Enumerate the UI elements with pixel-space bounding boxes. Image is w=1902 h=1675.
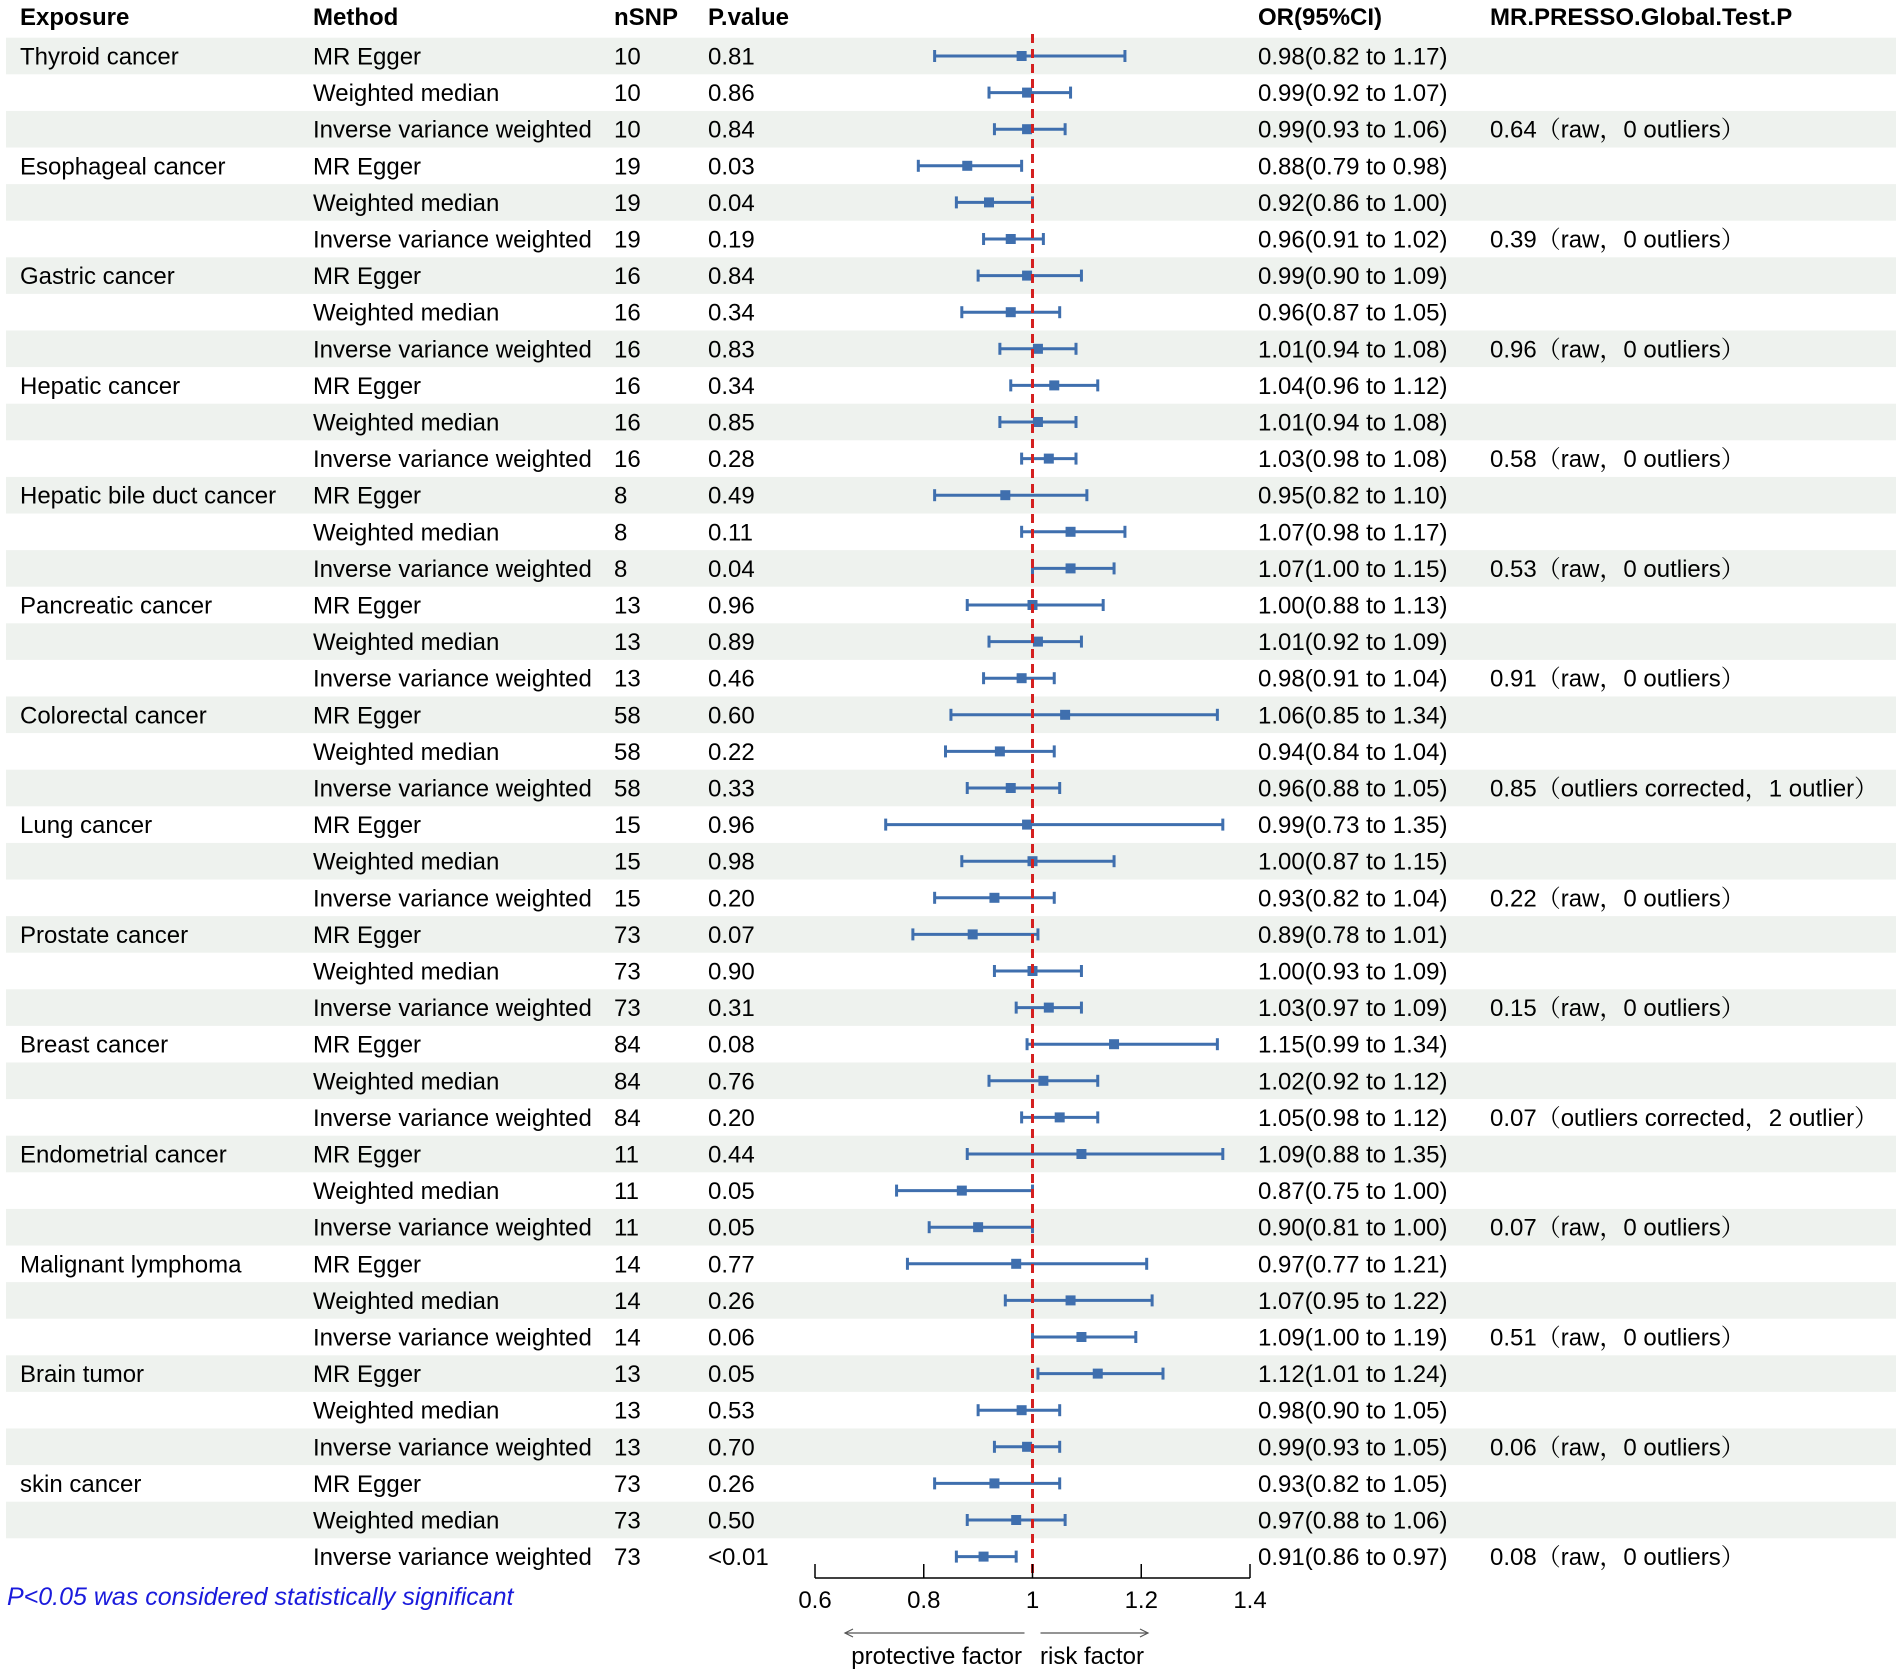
exposure-label: Prostate cancer: [20, 921, 189, 949]
point-estimate: [1022, 124, 1032, 134]
or-ci-text: 0.87(0.75 to 1.00): [1258, 1178, 1448, 1206]
header-exposure: Exposure: [20, 4, 130, 31]
p-value: 0.19: [708, 226, 755, 254]
method-label: Inverse variance weighted: [313, 1434, 592, 1462]
nsnp-value: 58: [614, 738, 641, 766]
p-value: 0.20: [708, 1104, 755, 1132]
point-estimate: [1017, 1405, 1027, 1415]
p-value: 0.96: [708, 592, 755, 620]
p-value: 0.90: [708, 958, 755, 986]
exposure-label: Thyroid cancer: [20, 43, 179, 71]
or-ci-text: 0.97(0.88 to 1.06): [1258, 1507, 1448, 1535]
or-ci-text: 0.93(0.82 to 1.04): [1258, 885, 1448, 913]
p-value: 0.70: [708, 1434, 755, 1462]
presso-text: 0.96（raw，0 outliers）: [1490, 336, 1745, 364]
point-estimate: [973, 1222, 983, 1232]
point-estimate: [1011, 1515, 1021, 1525]
p-value: 0.83: [708, 336, 755, 364]
point-estimate: [1017, 673, 1027, 683]
point-estimate: [1022, 271, 1032, 281]
row-band: [6, 257, 1896, 294]
p-value: 0.34: [708, 299, 755, 327]
or-ci-text: 0.89(0.78 to 1.01): [1258, 921, 1448, 949]
point-estimate: [995, 746, 1005, 756]
presso-text: 0.51（raw，0 outliers）: [1490, 1324, 1745, 1352]
point-estimate: [1011, 1259, 1021, 1269]
method-label: MR Egger: [313, 1031, 422, 1059]
nsnp-value: 16: [614, 336, 641, 364]
method-label: Inverse variance weighted: [313, 1324, 592, 1352]
or-ci-text: 1.06(0.85 to 1.34): [1258, 702, 1448, 730]
method-label: Weighted median: [313, 409, 500, 437]
method-label: Weighted median: [313, 1068, 500, 1096]
point-estimate: [1044, 454, 1054, 464]
or-ci-text: 0.96(0.88 to 1.05): [1258, 775, 1448, 803]
exposure-label: Breast cancer: [20, 1031, 169, 1059]
nsnp-value: 73: [614, 921, 641, 949]
method-label: Inverse variance weighted: [313, 885, 592, 913]
method-label: MR Egger: [313, 263, 422, 291]
point-estimate: [1060, 710, 1070, 720]
row-band: [6, 1355, 1896, 1392]
method-label: Inverse variance weighted: [313, 226, 592, 254]
point-estimate: [1049, 380, 1059, 390]
point-estimate: [1066, 1295, 1076, 1305]
nsnp-value: 14: [614, 1324, 641, 1352]
x-tick-label: 1.4: [1233, 1587, 1267, 1614]
or-ci-text: 0.97(0.77 to 1.21): [1258, 1251, 1448, 1279]
point-estimate: [1022, 1442, 1032, 1452]
presso-text: 0.53（raw，0 outliers）: [1490, 555, 1745, 583]
presso-text: 0.07（outliers corrected，2 outlier）: [1490, 1104, 1879, 1132]
nsnp-value: 73: [614, 1470, 641, 1498]
nsnp-value: 10: [614, 43, 641, 71]
p-value: 0.96: [708, 812, 755, 840]
method-label: Weighted median: [313, 80, 500, 108]
presso-text: 0.07（raw，0 outliers）: [1490, 1214, 1745, 1242]
p-value: 0.76: [708, 1068, 755, 1096]
or-ci-text: 1.03(0.98 to 1.08): [1258, 446, 1448, 474]
point-estimate: [1017, 51, 1027, 61]
nsnp-value: 14: [614, 1287, 641, 1315]
p-value: 0.22: [708, 738, 755, 766]
method-label: MR Egger: [313, 482, 422, 510]
method-label: MR Egger: [313, 43, 422, 71]
method-label: Weighted median: [313, 519, 500, 547]
p-value: 0.60: [708, 702, 755, 730]
or-ci-text: 0.98(0.82 to 1.17): [1258, 43, 1448, 71]
nsnp-value: 16: [614, 446, 641, 474]
point-estimate: [1033, 417, 1043, 427]
p-value: 0.26: [708, 1470, 755, 1498]
p-value: 0.85: [708, 409, 755, 437]
or-ci-text: 1.04(0.96 to 1.12): [1258, 372, 1448, 400]
nsnp-value: 58: [614, 702, 641, 730]
presso-text: 0.22（raw，0 outliers）: [1490, 885, 1745, 913]
p-value: 0.03: [708, 153, 755, 181]
p-value: 0.26: [708, 1287, 755, 1315]
presso-text: 0.15（raw，0 outliers）: [1490, 995, 1745, 1023]
p-value: 0.28: [708, 446, 755, 474]
header-pvalue: P.value: [708, 4, 789, 31]
row-band: [6, 1136, 1896, 1173]
row-band: [6, 184, 1896, 221]
p-value: 0.84: [708, 263, 755, 291]
nsnp-value: 16: [614, 299, 641, 327]
point-estimate: [1006, 783, 1016, 793]
method-label: Weighted median: [313, 958, 500, 986]
presso-text: 0.08（raw，0 outliers）: [1490, 1544, 1745, 1572]
nsnp-value: 13: [614, 629, 641, 657]
p-value: 0.05: [708, 1361, 755, 1389]
x-tick-label: 1.2: [1124, 1587, 1158, 1614]
or-ci-text: 0.90(0.81 to 1.00): [1258, 1214, 1448, 1242]
or-ci-text: 0.99(0.92 to 1.07): [1258, 80, 1448, 108]
method-label: Weighted median: [313, 299, 500, 327]
point-estimate: [1076, 1149, 1086, 1159]
exposure-label: Esophageal cancer: [20, 153, 226, 181]
or-ci-text: 1.00(0.87 to 1.15): [1258, 848, 1448, 876]
p-value: 0.05: [708, 1214, 755, 1242]
exposure-label: Brain tumor: [20, 1361, 145, 1389]
method-label: Inverse variance weighted: [313, 775, 592, 803]
or-ci-text: 1.09(0.88 to 1.35): [1258, 1141, 1448, 1169]
axis-annotation: [845, 1629, 1148, 1670]
method-label: Inverse variance weighted: [313, 336, 592, 364]
nsnp-value: 19: [614, 153, 641, 181]
or-ci-text: 1.12(1.01 to 1.24): [1258, 1361, 1448, 1389]
method-label: Inverse variance weighted: [313, 1214, 592, 1242]
p-value: 0.86: [708, 80, 755, 108]
nsnp-value: 84: [614, 1068, 641, 1096]
or-ci-text: 0.92(0.86 to 1.00): [1258, 189, 1448, 217]
method-label: Weighted median: [313, 1287, 500, 1315]
nsnp-value: 8: [614, 482, 628, 510]
method-label: MR Egger: [313, 812, 422, 840]
p-value: 0.89: [708, 629, 755, 657]
p-value: 0.77: [708, 1251, 755, 1279]
or-ci-text: 0.98(0.91 to 1.04): [1258, 665, 1448, 693]
x-tick-label: 0.6: [798, 1587, 832, 1614]
nsnp-value: 84: [614, 1104, 641, 1132]
or-ci-text: 0.95(0.82 to 1.10): [1258, 482, 1448, 510]
exposure-label: Endometrial cancer: [20, 1141, 227, 1169]
point-estimate: [1044, 1003, 1054, 1013]
nsnp-value: 16: [614, 263, 641, 291]
point-estimate: [1022, 88, 1032, 98]
nsnp-value: 13: [614, 1434, 641, 1462]
method-label: MR Egger: [313, 1141, 422, 1169]
presso-text: 0.06（raw，0 outliers）: [1490, 1434, 1745, 1462]
nsnp-value: 16: [614, 409, 641, 437]
header-method: Method: [313, 4, 399, 31]
p-value: 0.20: [708, 885, 755, 913]
point-estimate: [1038, 1076, 1048, 1086]
row-band: [6, 843, 1896, 880]
point-estimate: [1066, 527, 1076, 537]
nsnp-value: 11: [614, 1214, 639, 1242]
point-estimate: [989, 1478, 999, 1488]
presso-text: 0.58（raw，0 outliers）: [1490, 446, 1745, 474]
or-ci-text: 0.99(0.73 to 1.35): [1258, 812, 1448, 840]
row-band: [6, 1063, 1896, 1100]
p-value: 0.31: [708, 995, 755, 1023]
header-nsnp: nSNP: [614, 4, 679, 31]
p-value: 0.04: [708, 189, 755, 217]
or-ci-text: 1.07(0.98 to 1.17): [1258, 519, 1448, 547]
p-value: 0.34: [708, 372, 755, 400]
or-ci-text: 0.94(0.84 to 1.04): [1258, 738, 1448, 766]
or-ci-text: 0.98(0.90 to 1.05): [1258, 1397, 1448, 1425]
header-presso: MR.PRESSO.Global.Test.P: [1490, 4, 1793, 31]
header-or-ci: OR(95%CI): [1258, 4, 1383, 31]
point-estimate: [1109, 1039, 1119, 1049]
method-label: Weighted median: [313, 1178, 500, 1206]
p-value: 0.50: [708, 1507, 755, 1535]
nsnp-value: 16: [614, 372, 641, 400]
nsnp-value: 84: [614, 1031, 641, 1059]
method-label: Weighted median: [313, 1397, 500, 1425]
or-ci-text: 1.05(0.98 to 1.12): [1258, 1104, 1448, 1132]
or-ci-text: 1.01(0.92 to 1.09): [1258, 629, 1448, 657]
nsnp-value: 13: [614, 665, 641, 693]
or-ci-text: 0.96(0.91 to 1.02): [1258, 226, 1448, 254]
p-value: 0.05: [708, 1178, 755, 1206]
presso-text: 0.91（raw，0 outliers）: [1490, 665, 1745, 693]
p-value: 0.07: [708, 921, 755, 949]
p-value: 0.49: [708, 482, 755, 510]
nsnp-value: 15: [614, 812, 641, 840]
nsnp-value: 10: [614, 116, 641, 144]
point-estimate: [1022, 820, 1032, 830]
nsnp-value: 8: [614, 519, 628, 547]
point-estimate: [989, 893, 999, 903]
point-estimate: [968, 929, 978, 939]
method-label: MR Egger: [313, 1361, 422, 1389]
method-label: Inverse variance weighted: [313, 665, 592, 693]
row-band: [6, 1502, 1896, 1539]
nsnp-value: 10: [614, 80, 641, 108]
x-tick-label: 1: [1025, 1587, 1040, 1614]
point-estimate: [984, 197, 994, 207]
p-value: 0.06: [708, 1324, 755, 1352]
point-estimate: [1006, 307, 1016, 317]
method-label: Inverse variance weighted: [313, 446, 592, 474]
presso-text: 0.39（raw，0 outliers）: [1490, 226, 1745, 254]
p-value: 0.08: [708, 1031, 755, 1059]
presso-text: 0.64（raw，0 outliers）: [1490, 116, 1745, 144]
method-label: MR Egger: [313, 153, 422, 181]
or-ci-text: 0.99(0.93 to 1.06): [1258, 116, 1448, 144]
point-estimate: [1006, 234, 1016, 244]
exposure-label: Pancreatic cancer: [20, 592, 213, 620]
method-label: MR Egger: [313, 1470, 422, 1498]
p-value: 0.46: [708, 665, 755, 693]
method-label: Weighted median: [313, 1507, 500, 1535]
p-value: 0.84: [708, 116, 755, 144]
or-ci-text: 0.99(0.90 to 1.09): [1258, 263, 1448, 291]
or-ci-text: 0.96(0.87 to 1.05): [1258, 299, 1448, 327]
point-estimate: [1033, 637, 1043, 647]
or-ci-text: 0.91(0.86 to 0.97): [1258, 1544, 1448, 1572]
or-ci-text: 1.03(0.97 to 1.09): [1258, 995, 1448, 1023]
or-ci-text: 1.09(1.00 to 1.19): [1258, 1324, 1448, 1352]
or-ci-text: 0.99(0.93 to 1.05): [1258, 1434, 1448, 1462]
method-label: Inverse variance weighted: [313, 555, 592, 583]
or-ci-text: 0.93(0.82 to 1.05): [1258, 1470, 1448, 1498]
protective-factor-label: protective factor: [851, 1643, 1022, 1670]
nsnp-value: 19: [614, 189, 641, 217]
exposure-label: Malignant lymphoma: [20, 1251, 242, 1279]
method-label: MR Egger: [313, 921, 422, 949]
row-band: [6, 1282, 1896, 1319]
nsnp-value: 13: [614, 1361, 641, 1389]
x-axis: [798, 1564, 1266, 1614]
exposure-label: Lung cancer: [20, 812, 153, 840]
or-ci-text: 1.07(0.95 to 1.22): [1258, 1287, 1448, 1315]
row-band: [6, 404, 1896, 441]
or-ci-text: 1.01(0.94 to 1.08): [1258, 409, 1448, 437]
p-value: 0.33: [708, 775, 755, 803]
p-value: 0.98: [708, 848, 755, 876]
nsnp-value: 73: [614, 1507, 641, 1535]
point-estimate: [1093, 1369, 1103, 1379]
nsnp-value: 13: [614, 592, 641, 620]
table-header: [20, 4, 1792, 31]
nsnp-value: 15: [614, 848, 641, 876]
nsnp-value: 73: [614, 1544, 641, 1572]
p-value: 0.81: [708, 43, 755, 71]
method-label: Inverse variance weighted: [313, 1544, 592, 1572]
nsnp-value: 73: [614, 995, 641, 1023]
presso-text: 0.85（outliers corrected，1 outlier）: [1490, 775, 1879, 803]
point-estimate: [957, 1186, 967, 1196]
point-estimate: [1066, 563, 1076, 573]
exposure-label: Hepatic bile duct cancer: [20, 482, 277, 510]
nsnp-value: 11: [614, 1178, 639, 1206]
point-estimate: [1076, 1332, 1086, 1342]
nsnp-value: 11: [614, 1141, 639, 1169]
or-ci-text: 1.07(1.00 to 1.15): [1258, 555, 1448, 583]
point-estimate: [1033, 344, 1043, 354]
point-estimate: [962, 161, 972, 171]
nsnp-value: 15: [614, 885, 641, 913]
method-label: Weighted median: [313, 848, 500, 876]
nsnp-value: 19: [614, 226, 641, 254]
nsnp-value: 14: [614, 1251, 641, 1279]
exposure-label: skin cancer: [20, 1470, 142, 1498]
exposure-label: Gastric cancer: [20, 263, 175, 291]
method-label: Weighted median: [313, 629, 500, 657]
risk-factor-label: risk factor: [1040, 1643, 1145, 1670]
exposure-label: Hepatic cancer: [20, 372, 181, 400]
point-estimate: [1000, 490, 1010, 500]
method-label: MR Egger: [313, 702, 422, 730]
method-label: Weighted median: [313, 189, 500, 217]
method-label: Weighted median: [313, 738, 500, 766]
row-band: [6, 623, 1896, 660]
nsnp-value: 73: [614, 958, 641, 986]
method-label: MR Egger: [313, 1251, 422, 1279]
or-ci-text: 1.02(0.92 to 1.12): [1258, 1068, 1448, 1096]
significance-note: P<0.05 was considered statistically significant: [7, 1583, 514, 1611]
p-value: 0.53: [708, 1397, 755, 1425]
or-ci-text: 1.00(0.93 to 1.09): [1258, 958, 1448, 986]
or-ci-text: 1.01(0.94 to 1.08): [1258, 336, 1448, 364]
or-ci-text: 0.88(0.79 to 0.98): [1258, 153, 1448, 181]
method-label: Inverse variance weighted: [313, 1104, 592, 1132]
point-estimate: [979, 1552, 989, 1562]
p-value: <0.01: [708, 1544, 769, 1572]
method-label: Inverse variance weighted: [313, 116, 592, 144]
point-estimate: [1055, 1112, 1065, 1122]
or-ci-text: 1.00(0.88 to 1.13): [1258, 592, 1448, 620]
nsnp-value: 13: [614, 1397, 641, 1425]
or-ci-text: 1.15(0.99 to 1.34): [1258, 1031, 1448, 1059]
exposure-label: Colorectal cancer: [20, 702, 207, 730]
x-tick-label: 0.8: [907, 1587, 941, 1614]
method-label: MR Egger: [313, 372, 422, 400]
p-value: 0.11: [708, 519, 753, 547]
method-label: Inverse variance weighted: [313, 995, 592, 1023]
nsnp-value: 58: [614, 775, 641, 803]
method-label: MR Egger: [313, 592, 422, 620]
p-value: 0.44: [708, 1141, 755, 1169]
nsnp-value: 8: [614, 555, 628, 583]
p-value: 0.04: [708, 555, 755, 583]
